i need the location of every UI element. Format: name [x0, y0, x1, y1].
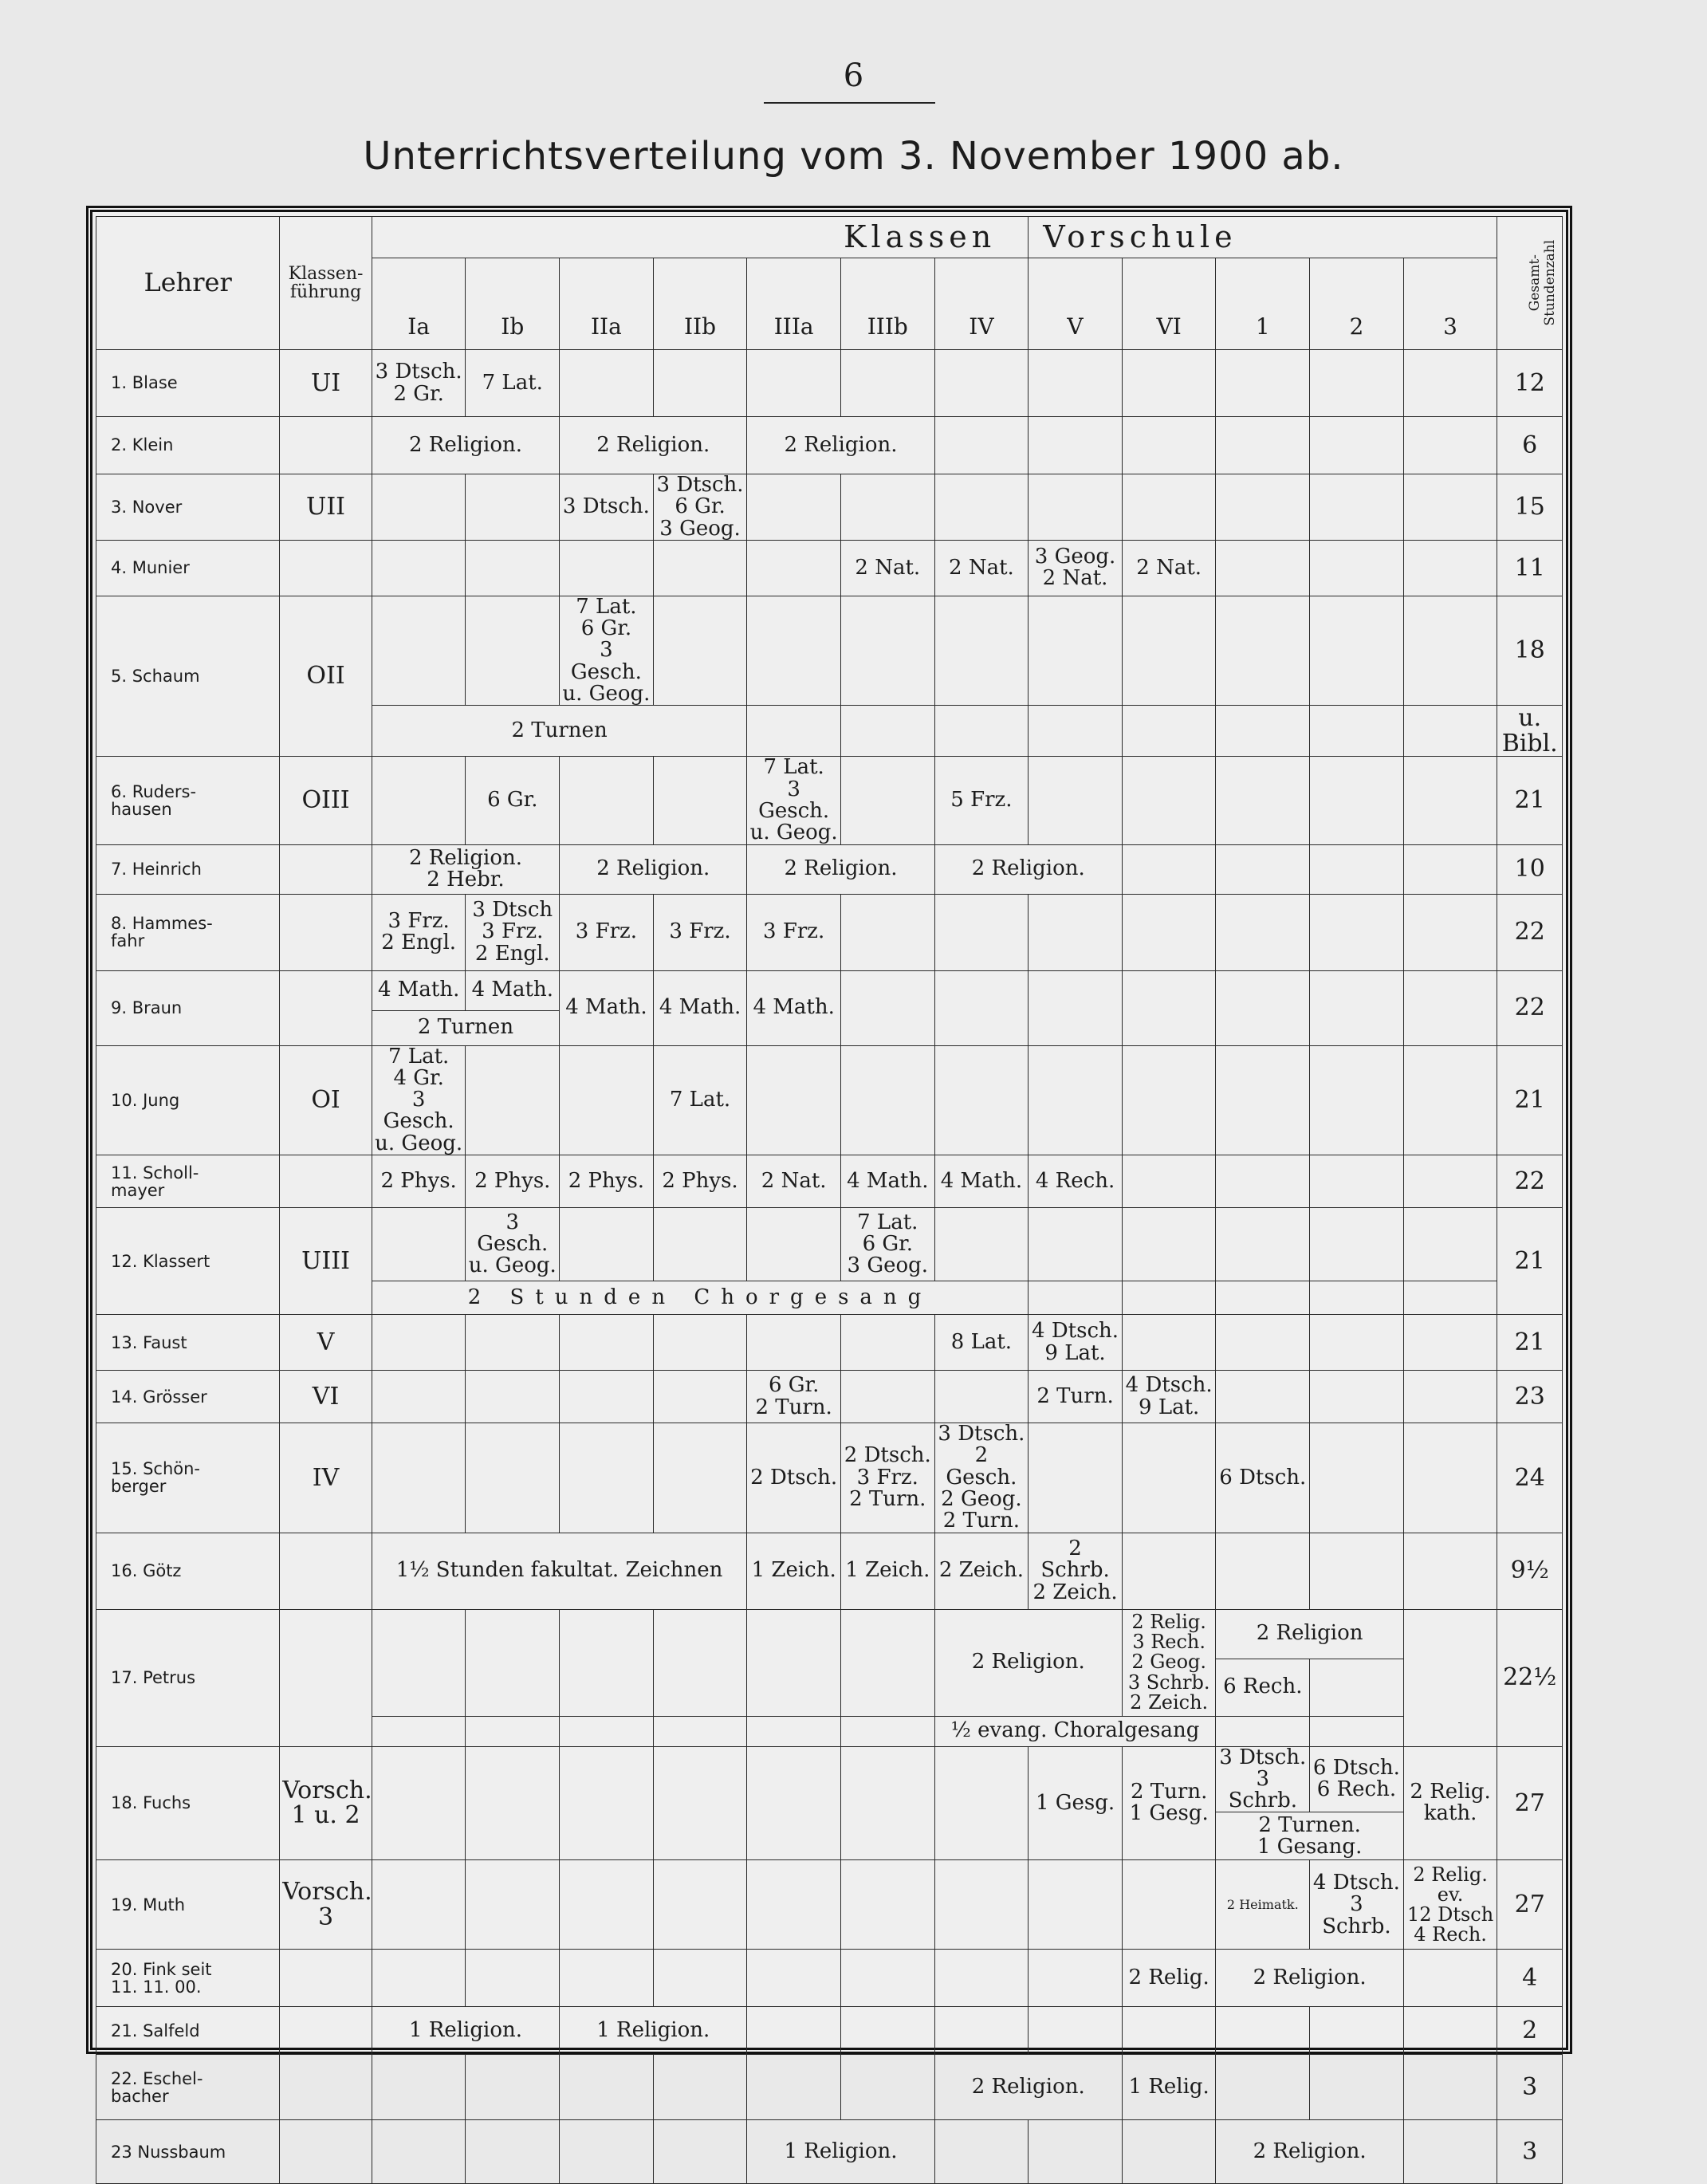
teacher-name: 15. Schön- berger — [96, 1423, 280, 1533]
total-hours: 21 — [1497, 1208, 1563, 1315]
class-teacher-of: OIII — [280, 757, 372, 844]
page-title: Unterrichtsverteilung vom 3. November 1900 ab. — [363, 134, 1344, 179]
cell: 2 Nat. — [747, 1155, 841, 1208]
schedule-table — [96, 216, 1563, 2184]
cell: 4 Math. — [934, 1155, 1029, 1208]
table-row — [96, 2055, 1563, 2120]
header-vorschule: Vorschule — [1029, 217, 1497, 258]
total-hours: 3 — [1497, 2120, 1563, 2184]
cell: 2 Relig. 3 Rech. 2 Geog. 3 Schrb. 2 Zeich. — [1122, 1609, 1216, 1716]
teacher-name: 7. Heinrich — [96, 844, 280, 894]
cell: 6 Dtsch. 6 Rech. — [1310, 1746, 1404, 1812]
cell: 2 Phys. — [466, 1155, 560, 1208]
table-row — [96, 1950, 1563, 2007]
cell: 3 Dtsch. 2 Gesch. 2 Geog. 2 Turn. — [934, 1423, 1029, 1533]
cell-span: 2 Stunden Chorgesang — [372, 1281, 1028, 1315]
cell: 1 Religion. — [747, 2120, 934, 2184]
class-teacher-of: UII — [280, 474, 372, 541]
total-hours: 18 — [1497, 596, 1563, 705]
table-row — [96, 2120, 1563, 2184]
teacher-name: 14. Grösser — [96, 1371, 280, 1423]
class-teacher-of: V — [280, 1315, 372, 1371]
table-row — [96, 1315, 1563, 1371]
table-row — [96, 970, 1563, 1010]
cell: 4 Dtsch. 3 Schrb. — [1310, 1860, 1404, 1950]
teacher-name: 10. Jung — [96, 1045, 280, 1155]
cell: 3 Dtsch. 2 Gr. — [372, 350, 466, 417]
cell: 5 Frz. — [934, 757, 1029, 844]
teacher-name: 11. Scholl- mayer — [96, 1155, 280, 1208]
cell: 2 Dtsch. — [747, 1423, 841, 1533]
cell: 2 Nat. — [934, 540, 1029, 596]
teacher-name: 18. Fuchs — [96, 1746, 280, 1860]
class-teacher-of: Vorsch. 3 — [280, 1860, 372, 1950]
cell-span: 2 Turnen — [372, 706, 747, 757]
header-class-IIIa: IIIa — [747, 258, 841, 350]
cell: 2 Phys. — [372, 1155, 466, 1208]
header-class-Ib: Ib — [466, 258, 560, 350]
cell: 4 Math. — [372, 970, 466, 1010]
total-hours: 22 — [1497, 970, 1563, 1045]
cell: 6 Gr. — [466, 757, 560, 844]
cell: 3 Frz. — [747, 894, 841, 970]
header-class-VI: VI — [1122, 258, 1216, 350]
cell: 4 Math. — [840, 1155, 934, 1208]
cell: 4 Math. — [653, 970, 747, 1045]
cell: 1 Zeich. — [747, 1533, 841, 1609]
table-row — [96, 1533, 1563, 1609]
table-row — [96, 350, 1563, 417]
cell: 2 Turn. — [1029, 1371, 1123, 1423]
total-hours: 6 — [1497, 417, 1563, 474]
table-row — [96, 474, 1563, 541]
class-teacher-of: UI — [280, 350, 372, 417]
cell: 7 Lat. 6 Gr. 3 Gesch. u. Geog. — [560, 596, 654, 705]
cell: 8 Lat. — [934, 1315, 1029, 1371]
teacher-name: 2. Klein — [96, 417, 280, 474]
total-hours: 4 — [1497, 1950, 1563, 2007]
total-hours: 21 — [1497, 757, 1563, 844]
cell: 4 Dtsch. 9 Lat. — [1122, 1371, 1216, 1423]
total-hours: 27 — [1497, 1860, 1563, 1950]
header-klassen: Klassen — [372, 217, 1028, 258]
teacher-name: 13. Faust — [96, 1315, 280, 1371]
table-row — [96, 596, 1563, 705]
teacher-name: 19. Muth — [96, 1860, 280, 1950]
class-teacher-of: IV — [280, 1423, 372, 1533]
cell: 2 Schrb. 2 Zeich. — [1029, 1533, 1123, 1609]
teacher-name: 17. Petrus — [96, 1609, 280, 1746]
header-class-IIa: IIa — [560, 258, 654, 350]
cell: 6 Gr. 2 Turn. — [747, 1371, 841, 1423]
cell: 2 Phys. — [653, 1155, 747, 1208]
teacher-name: 3. Nover — [96, 474, 280, 541]
total-hours: 15 — [1497, 474, 1563, 541]
cell: 3 Frz. — [560, 894, 654, 970]
teacher-name: 6. Ruders- hausen — [96, 757, 280, 844]
cell: 4 Math. — [747, 970, 841, 1045]
teacher-name: 21. Salfeld — [96, 2007, 280, 2055]
header-class-V: V — [1029, 258, 1123, 350]
cell: 2 Religion. — [560, 417, 747, 474]
header-lehrer: Lehrer — [96, 217, 280, 350]
table-row — [96, 1860, 1563, 1950]
class-teacher-of: VI — [280, 1371, 372, 1423]
cell: 2 Phys. — [560, 1155, 654, 1208]
cell: 3 Gesch. u. Geog. — [466, 1208, 560, 1281]
total-hours: 10 — [1497, 844, 1563, 894]
table-row — [96, 844, 1563, 894]
header-gesamt-stundenzahl: Gesamt- Stundenzahl — [1497, 217, 1563, 350]
table-row — [96, 417, 1563, 474]
cell: 4 Dtsch. 9 Lat. — [1029, 1315, 1123, 1371]
total-hours: 22½ — [1497, 1609, 1563, 1746]
cell: 2 Nat. — [840, 540, 934, 596]
table-row — [96, 540, 1563, 596]
cell: 2 Relig. kath. — [1403, 1746, 1497, 1860]
total-hours: 9½ — [1497, 1533, 1563, 1609]
total-hours: 24 — [1497, 1423, 1563, 1533]
class-teacher-of: OII — [280, 596, 372, 756]
teacher-name: 16. Götz — [96, 1533, 280, 1609]
total-hours: 27 — [1497, 1746, 1563, 1860]
total-hours: 23 — [1497, 1371, 1563, 1423]
cell-span: 2 Turnen — [372, 1010, 559, 1045]
cell: 7 Lat. 3 Gesch. u. Geog. — [747, 757, 841, 844]
cell: 2 Religion. 2 Hebr. — [372, 844, 559, 894]
page-number-rule — [764, 102, 935, 104]
header-vorschule-1: 1 — [1216, 258, 1310, 350]
cell: 2 Religion. — [747, 844, 934, 894]
cell: 1½ Stunden fakultat. Zeichnen — [372, 1533, 747, 1609]
cell: 1 Relig. — [1122, 2055, 1216, 2120]
total-hours: 2 — [1497, 2007, 1563, 2055]
header-class-IIIb: IIIb — [840, 258, 934, 350]
header-vorschule-2: 2 — [1310, 258, 1404, 350]
cell: 2 Relig. — [1122, 1950, 1216, 2007]
cell: 2 Religion — [1216, 1609, 1403, 1659]
cell: 3 Dtsch. 6 Gr. 3 Geog. — [653, 474, 747, 541]
header-class-IIb: IIb — [653, 258, 747, 350]
cell: 3 Dtsch. — [560, 474, 654, 541]
table-row — [96, 894, 1563, 970]
cell: 2 Dtsch. 3 Frz. 2 Turn. — [840, 1423, 934, 1533]
cell: 2 Heimatk. — [1216, 1860, 1310, 1950]
teacher-name: 22. Eschel- bacher — [96, 2055, 280, 2120]
table-row — [96, 1208, 1563, 1281]
header-vorschule-3: 3 — [1403, 258, 1497, 350]
cell: 4 Math. — [560, 970, 654, 1045]
cell: 3 Frz. 2 Engl. — [372, 894, 466, 970]
cell: 7 Lat. 6 Gr. 3 Geog. — [840, 1208, 934, 1281]
table-row — [96, 1609, 1563, 1659]
class-teacher-of: OI — [280, 1045, 372, 1155]
cell: 3 Dtsch. 3 Schrb. — [1216, 1746, 1310, 1812]
teacher-name: 4. Munier — [96, 540, 280, 596]
total-hours-note: u. Bibl. — [1497, 706, 1563, 757]
cell: 1 Religion. — [372, 2007, 559, 2055]
cell: 2 Religion. — [1216, 2120, 1403, 2184]
cell: 6 Dtsch. — [1216, 1423, 1310, 1533]
cell: 2 Religion. — [934, 844, 1122, 894]
cell: 3 Geog. 2 Nat. — [1029, 540, 1123, 596]
cell: 2 Turn. 1 Gesg. — [1122, 1746, 1216, 1860]
table-row — [96, 1155, 1563, 1208]
total-hours: 22 — [1497, 894, 1563, 970]
total-hours: 21 — [1497, 1315, 1563, 1371]
table-row — [96, 1746, 1563, 1812]
table-row — [96, 757, 1563, 844]
cell: 2 Religion. — [1216, 1950, 1403, 2007]
cell: 7 Lat. — [466, 350, 560, 417]
cell: 1 Zeich. — [840, 1533, 934, 1609]
cell: 2 Religion. — [372, 417, 559, 474]
total-hours: 12 — [1497, 350, 1563, 417]
cell: 6 Rech. — [1216, 1659, 1310, 1716]
table-row — [96, 2007, 1563, 2055]
cell-span: ½ evang. Choralgesang — [934, 1716, 1216, 1746]
class-teacher-of: UIII — [280, 1208, 372, 1315]
teacher-name: 12. Klassert — [96, 1208, 280, 1315]
page-number: 6 — [843, 57, 864, 94]
total-hours: 21 — [1497, 1045, 1563, 1155]
cell: 2 Nat. — [1122, 540, 1216, 596]
table-row — [96, 1045, 1563, 1155]
cell-span: 2 Turnen. 1 Gesang. — [1216, 1812, 1403, 1860]
header-row-groups — [96, 217, 1563, 258]
cell: 2 Religion. — [747, 417, 934, 474]
header-class-Ia: Ia — [372, 258, 466, 350]
class-teacher-of: Vorsch. 1 u. 2 — [280, 1746, 372, 1860]
cell: 2 Relig. ev. 12 Dtsch 4 Rech. — [1403, 1860, 1497, 1950]
cell: 4 Rech. — [1029, 1155, 1123, 1208]
header-class-IV: IV — [934, 258, 1029, 350]
teacher-name: 9. Braun — [96, 970, 280, 1045]
cell: 2 Zeich. — [934, 1533, 1029, 1609]
total-hours: 3 — [1497, 2055, 1563, 2120]
total-hours: 11 — [1497, 540, 1563, 596]
teacher-name: 1. Blase — [96, 350, 280, 417]
table-row — [96, 1423, 1563, 1533]
cell: 1 Gesg. — [1029, 1746, 1123, 1860]
header-klassenfuehrung: Klassen- führung — [280, 217, 372, 350]
teacher-name: 8. Hammes- fahr — [96, 894, 280, 970]
cell: 2 Religion. — [934, 1609, 1122, 1716]
teacher-name: 23 Nussbaum — [96, 2120, 280, 2184]
cell: 4 Math. — [466, 970, 560, 1010]
table-row — [96, 1371, 1563, 1423]
cell: 2 Religion. — [560, 844, 747, 894]
cell: 3 Dtsch 3 Frz. 2 Engl. — [466, 894, 560, 970]
cell: 1 Religion. — [560, 2007, 747, 2055]
cell: 7 Lat. 4 Gr. 3 Gesch. u. Geog. — [372, 1045, 466, 1155]
total-hours: 22 — [1497, 1155, 1563, 1208]
teacher-name: 5. Schaum — [96, 596, 280, 756]
teacher-name: 20. Fink seit 11. 11. 00. — [96, 1950, 280, 2007]
cell: 2 Religion. — [934, 2055, 1122, 2120]
cell: 7 Lat. — [653, 1045, 747, 1155]
cell: 3 Frz. — [653, 894, 747, 970]
